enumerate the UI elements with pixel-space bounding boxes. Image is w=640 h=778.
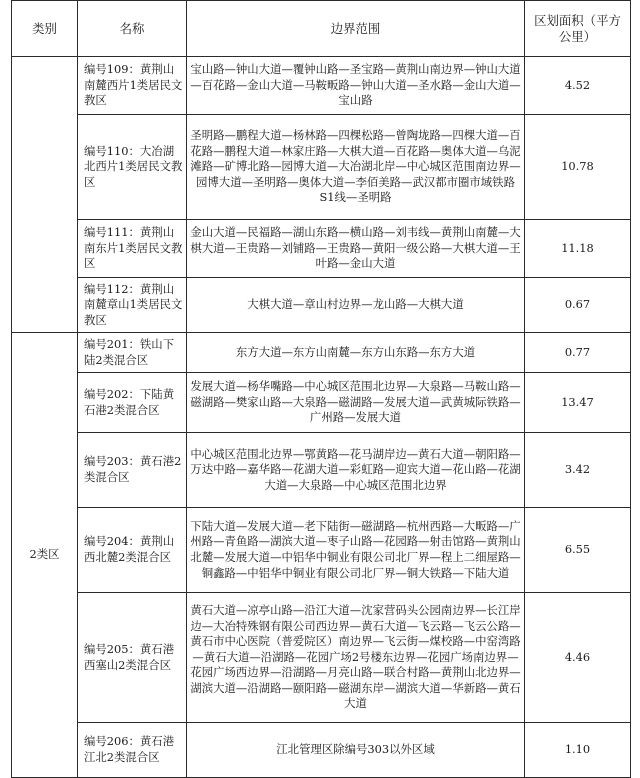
zone-name: 编号203：黄石港2类混合区 [78, 433, 187, 508]
zone-boundary: 江北管理区除编号303以外区域 [187, 723, 525, 778]
zone-boundary: 圣明路—鹏程大道—杨林路—四棵松路—曾陶垅路—四棵大道—百花路—鹏程大道—林家庄路—大棋大道—百花路—奥体大道—乌泥滩路—矿博北路—园博大道—大冶湖北岸—中心城区范围南边界—园博大道—圣明路—奥体大道—李佰美路—武汉都市圈市域铁路S1线—圣明路 [187, 115, 525, 220]
category-cell [12, 57, 78, 333]
zone-area: 13.47 [525, 373, 631, 433]
table-row [12, 723, 631, 778]
zone-boundary: 黄石大道—凉亭山路—沿江大道—沈家营码头公园南边界—长江岸边—大冶特殊钢有限公司西边界—黄石大道—飞云路—飞云公路—黄石市中心医院（普爱院区）南边界—飞云街—煤校路—中窑湾路—黄石大道—沿湖路—花园广场2号楼东边界—花园广场南边界—花园广场西边界—沿湖路—月亮山路—联合村路—黄荆山北边界—湖滨大道—沿湖路—颐阳路—磁湖东岸—湖滨大道—华新路—黄石大道 [187, 593, 525, 723]
zone-area: 6.55 [525, 508, 631, 593]
zone-name: 编号112：黄荆山南麓章山1类居民文教区 [78, 278, 187, 333]
table-row [12, 508, 631, 593]
zone-name: 编号204：黄荆山西北麓2类混合区 [78, 508, 187, 593]
zone-area: 0.67 [525, 278, 631, 333]
zone-area: 1.10 [525, 723, 631, 778]
zone-name: 编号201：铁山下陆2类混合区 [78, 333, 187, 373]
zone-name: 编号206：黄石港江北2类混合区 [78, 723, 187, 778]
zone-area: 3.42 [525, 433, 631, 508]
zone-area: 4.52 [525, 57, 631, 115]
header-boundary: 边界范围 [187, 1, 525, 57]
header-row [12, 1, 631, 57]
zone-area: 0.77 [525, 333, 631, 373]
zone-boundary: 发展大道—杨华嘴路—中心城区范围北边界—大泉路—马鞍山路—磁湖路—樊家山路—大泉路—磁湖路—发展大道—武黄城际铁路—广州路—发展大道 [187, 373, 525, 433]
zone-boundary: 中心城区范围北边界—鄂黄路—花马湖岸边—黄石大道—朝阳路—万达中路—嘉华路—花湖大道—彩虹路—迎宾大道—花山路—花湖大道—大泉路—中心城区范围北边界 [187, 433, 525, 508]
table-row [12, 593, 631, 723]
zone-name: 编号110：大冶湖北西片1类居民文教区 [78, 115, 187, 220]
zone-name: 编号109：黄荆山南麓西片1类居民文教区 [78, 57, 187, 115]
header-category: 类别 [12, 1, 78, 57]
zone-area: 10.78 [525, 115, 631, 220]
table-row [12, 433, 631, 508]
zone-boundary: 宝山路—钟山大道—覆钟山路—圣宝路—黄荆山南边界—钟山大道—百花路—金山大道—马鞍畈路—钟山大道—圣水路—金山大道—宝山路 [187, 57, 525, 115]
zone-boundary: 大棋大道—章山村边界—龙山路—大棋大道 [187, 278, 525, 333]
table-row [12, 220, 631, 278]
header-name: 名称 [78, 1, 187, 57]
category-cell: 2类区 [12, 333, 78, 778]
table-row [12, 57, 631, 115]
zone-area: 11.18 [525, 220, 631, 278]
table-row [12, 373, 631, 433]
header-area: 区划面积（平方公里） [525, 1, 631, 57]
zone-area: 4.46 [525, 593, 631, 723]
zone-boundary: 下陆大道—发展大道—老下陆街—磁湖路—杭州西路—大畈路—广州路—青鱼路—湖滨大道—枣子山路—花园路—射击馆路—黄荆山北麓—发展大道—中铝华中铜业有限公司北厂界—程上二细屋路—铜鑫路—中铝华中铜业有限公司北厂界—铜大铁路—下陆大道 [187, 508, 525, 593]
zone-name: 编号205：黄石港西塞山2类混合区 [78, 593, 187, 723]
table-row [12, 333, 631, 373]
zone-boundary: 东方大道—东方山南麓—东方山东路—东方大道 [187, 333, 525, 373]
zoning-table [11, 0, 631, 778]
zone-name: 编号111：黄荆山南东片1类居民文教区 [78, 220, 187, 278]
zone-boundary: 金山大道—民福路—湖山东路—横山路—刘韦线—黄荆山南麓—大棋大道—王贵路—刘铺路—王贵路—黄阳一级公路—大棋大道—王叶路—金山大道 [187, 220, 525, 278]
zone-name: 编号202：下陆黄石港2类混合区 [78, 373, 187, 433]
table-row [12, 278, 631, 333]
table-row [12, 115, 631, 220]
